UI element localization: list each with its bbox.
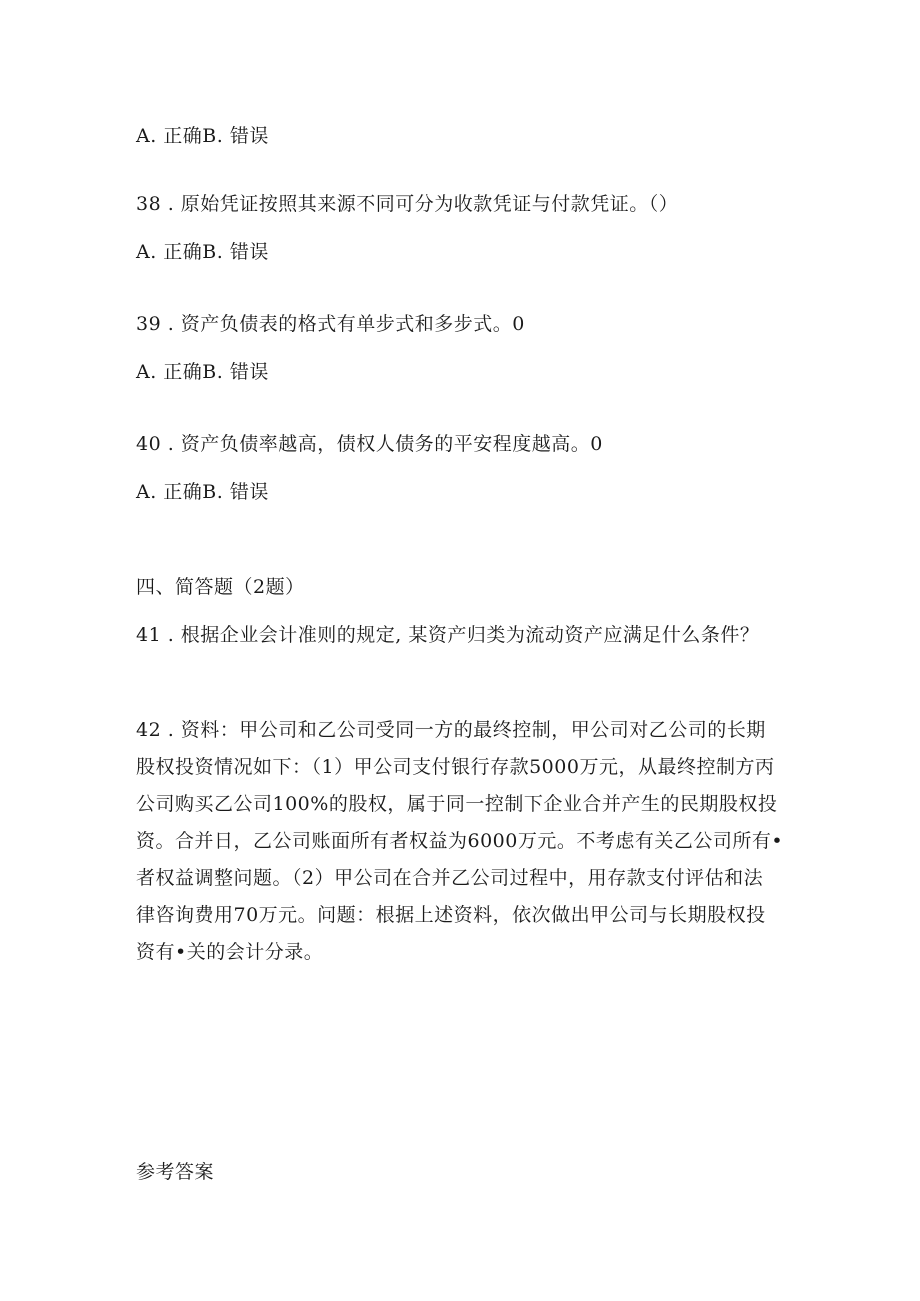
q42-line: 股权投资情况如下：（1）甲公司支付银行存款5000万元，从最终控制方丙 [136, 756, 775, 778]
q41-question: 41 . 根据企业会计准则的规定, 某资产归类为流动资产应满足什么条件？ [136, 624, 760, 646]
q42-line: 者权益调整问题。（2）甲公司在合并乙公司过程中，用存款支付评估和法 [136, 867, 764, 889]
q40-question [136, 432, 603, 456]
q42-line: 资。合并日，乙公司账面所有者权益为6000万元。不考虑有关乙公司所有• [136, 830, 784, 852]
answer-heading: 参考答案 [136, 1161, 215, 1183]
q40-text: . 资产负债率越高，债权人债务的平安程度越高。0 [161, 433, 603, 455]
q42-line: 律咨询费用70万元。问题：根据上述资料，依次做出甲公司与长期股权投 [136, 904, 766, 926]
q38-number: 38 [136, 193, 162, 215]
q40-options: A. 正确B. 错误 [136, 481, 269, 503]
q39-question [136, 312, 525, 336]
q38-options: A. 正确B. 错误 [136, 241, 269, 263]
q40-number: 40 [136, 433, 162, 455]
q39-options: A. 正确B. 错误 [136, 361, 269, 383]
q37-options: A. 正确B. 错误 [136, 125, 269, 147]
q39-text: . 资产负债表的格式有单步式和多步式。0 [161, 313, 525, 335]
q38-question [136, 192, 678, 216]
q42-line: 资有•关的会计分录。 [136, 941, 324, 963]
q42-line: 42 . 资料：甲公司和乙公司受同一方的最终控制，甲公司对乙公司的长期 [136, 719, 766, 741]
section-four-heading: 四、简答题（2题） [136, 576, 305, 598]
q42-question [136, 712, 786, 971]
q38-text: . 原始凭证按照其来源不同可分为收款凭证与付款凭证。（） [161, 193, 679, 215]
q42-line: 公司购买乙公司100%的股权，属于同一控制下企业合并产生的民期股权投 [136, 793, 778, 815]
q39-number: 39 [136, 313, 162, 335]
